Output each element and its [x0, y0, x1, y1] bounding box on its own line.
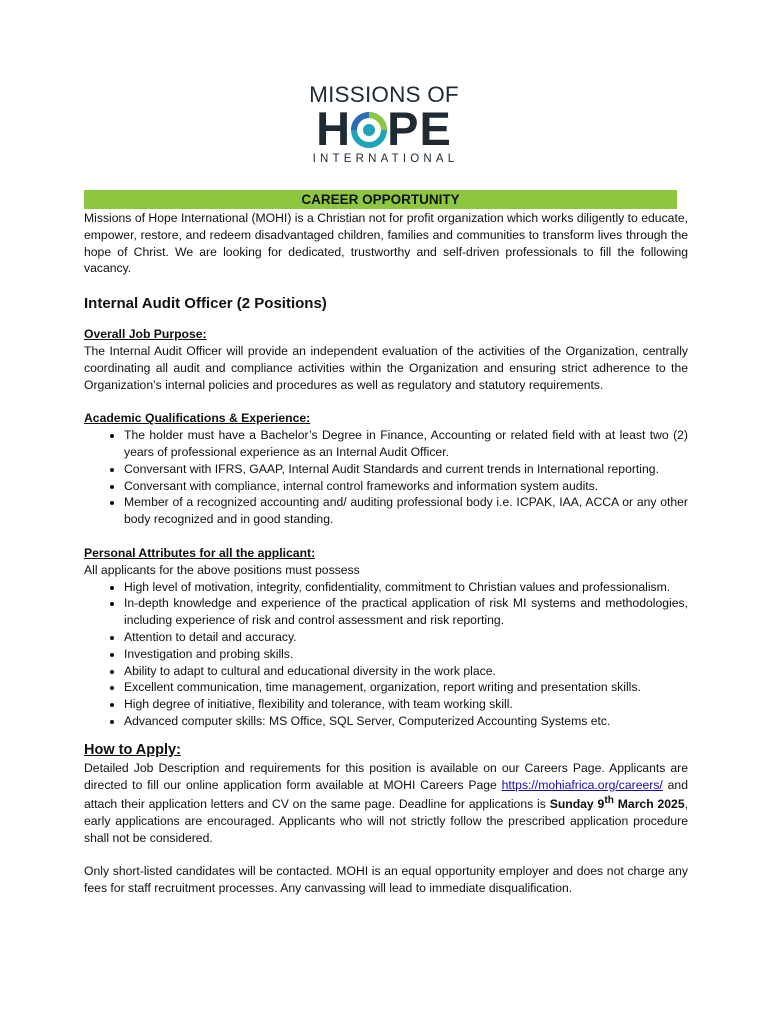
logo-line-2	[300, 102, 468, 155]
logo-line-3: INTERNATIONAL	[312, 153, 459, 165]
list-item: • Advanced computer skills: MS Office, SQL Server, Computerized Accounting Systems etc.	[124, 713, 688, 730]
deadline-date	[550, 797, 685, 811]
apply-text-start: Detailed Job Description and requirements for this position is available on our Careers Page. Applicants are directed to fill our online application form available at MOHI Careers Page	[84, 760, 688, 792]
qualifications-list	[84, 427, 688, 528]
deadline-day: Sunday 9	[549, 797, 605, 812]
apply-text-end: , early applications are encouraged. Applicants who will not strictly follow the prescribed application procedure shall not be considered.	[84, 797, 688, 845]
list-item: • In-depth knowledge and experience of the practical application of risk MI systems and methodologies, including experience of risk and control assessment and risk reporting.	[124, 595, 688, 629]
document-body	[84, 210, 688, 896]
qualifications-heading: Academic Qualifications & Experience:	[84, 411, 311, 426]
list-item: • Investigation and probing skills.	[124, 646, 688, 663]
list-item: • The holder must have a Bachelor’s Degree in Finance, Accounting or related field with at least two (2) years of professional experience as an Internal Audit Officer.	[124, 427, 688, 461]
deadline-suffix: th	[604, 795, 614, 807]
spacer	[84, 847, 688, 863]
apply-text-mid: and attach their application letters and CV on the same page. Deadline for applications is	[84, 777, 688, 812]
job-title: Internal Audit Officer (2 Positions)	[84, 295, 327, 313]
list-item: • Attention to detail and accuracy.	[124, 629, 688, 646]
list-item: • Ability to adapt to cultural and educational diversity in the work place.	[124, 663, 688, 680]
deadline-month-year: March 2025	[613, 797, 685, 812]
intro-paragraph: Missions of Hope International (MOHI) is a Christian not for profit organization which works diligently to educate, empower, restore, and redeem disadvantaged children, families and communities to transform lives through the hope of Christ. We are looking for dedicated, trustworthy and self-driven professionals to fill the following vacancy.	[84, 211, 688, 276]
list-item: • High degree of initiative, flexibility and tolerance, with team working skill.	[124, 696, 688, 713]
purpose-heading: Overall Job Purpose:	[84, 327, 207, 342]
logo-h: H	[316, 102, 352, 155]
logo-line-1: MISSIONS OF	[309, 82, 459, 107]
purpose-text: The Internal Audit Officer will provide an independent evaluation of the activities of the Organization, centrally coordinating all audit and compliance activities within the Organization and ensuring strict adherence to the Organization’s internal policies and procedures as well as regulatory and statutory requirements.	[84, 343, 688, 392]
mohi-logo	[300, 84, 468, 170]
shortlist-paragraph: Only short-listed candidates will be contacted. MOHI is an equal opportunity employer and does not charge any fees for staff recruitment processes. Any canvassing will lead to immediate disqualification.	[84, 863, 688, 895]
career-opportunity-banner: CAREER OPPORTUNITY	[84, 190, 677, 209]
apply-paragraph	[84, 760, 688, 847]
logo-swirl-icon	[351, 112, 387, 148]
attributes-lead: All applicants for the above positions must possess	[84, 562, 360, 577]
list-item: • High level of motivation, integrity, confidentiality, commitment to Christian values and professionalism.	[124, 579, 688, 596]
how-to-apply-heading: How to Apply:	[84, 741, 181, 758]
list-item: • Excellent communication, time management, organization, report writing and presentation skills.	[124, 679, 688, 696]
list-item: • Conversant with IFRS, GAAP, Internal Audit Standards and current trends in International reporting.	[124, 461, 688, 478]
careers-link[interactable]: https://mohiafrica.org/careers/	[501, 777, 663, 792]
list-item: • Conversant with compliance, internal control frameworks and information system audits.	[124, 478, 688, 495]
list-item: • Member of a recognized accounting and/ auditing professional body i.e. ICPAK, IAA, ACCA or any other body recognized and in good standing.	[124, 494, 688, 528]
logo-pe: PE	[387, 102, 452, 155]
attributes-heading: Personal Attributes for all the applicant:	[84, 545, 316, 560]
attributes-list	[84, 579, 688, 730]
